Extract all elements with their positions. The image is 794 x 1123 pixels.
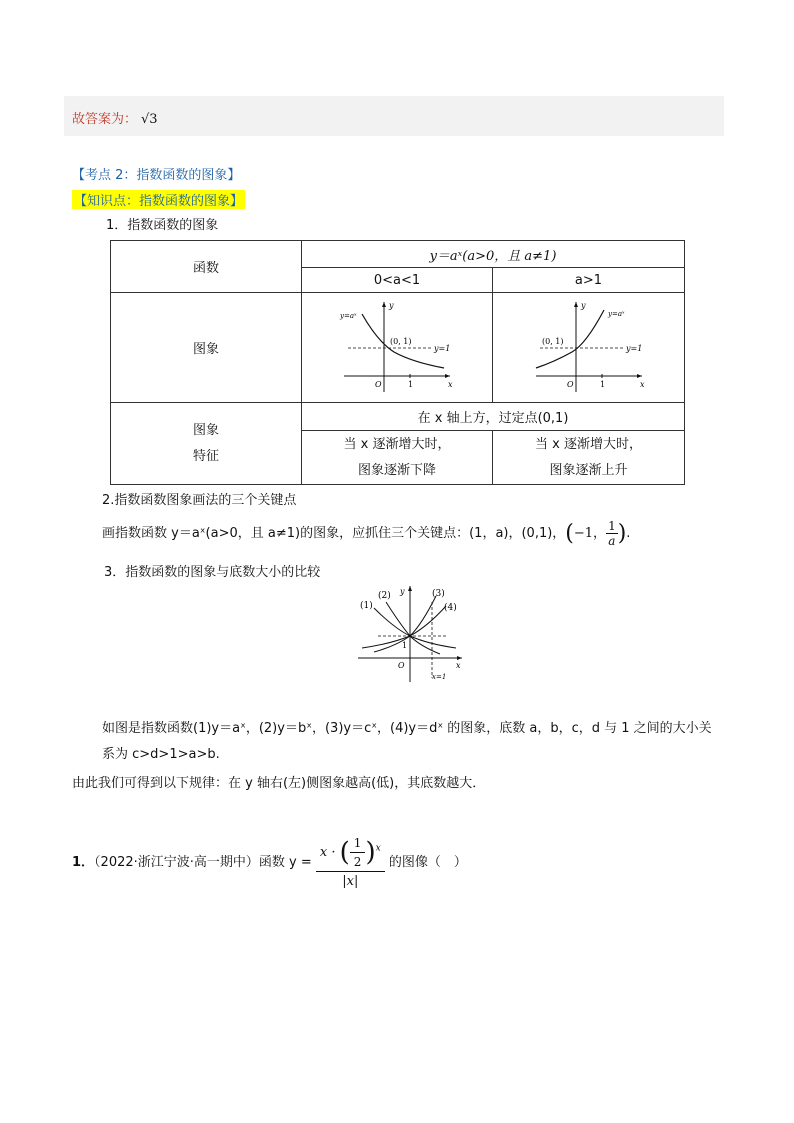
question-suffix: 的图像（ ） — [388, 855, 467, 870]
fraction-one-over-a: $\frac{1}{a}$ — [608, 519, 616, 548]
answer-line — [72, 108, 158, 127]
svg-text:(3): (3) — [432, 589, 445, 599]
svg-text:O: O — [375, 379, 382, 389]
svg-text:(1): (1) — [360, 601, 373, 611]
func-def-cell: y＝aˣ(a>0，且 a≠1) — [302, 241, 685, 268]
svg-text:(4): (4) — [444, 603, 457, 613]
heading-graph-of-exponential: 1．指数函数的图象 — [106, 218, 219, 233]
question-fraction: x · ( $\frac{1}{2}$ )$^x$ |x| — [316, 836, 385, 889]
svg-text:y=1: y=1 — [625, 343, 642, 353]
key-points-paragraph: 画指数函数 y＝aˣ(a>0，且 a≠1)的图象，应抓住三个关键点：(1，a)，(0,1)，(−1， $\frac{1}{a}$ ). — [102, 519, 631, 548]
svg-text:(0, 1): (0, 1) — [541, 336, 564, 346]
svg-text:1: 1 — [408, 379, 414, 389]
graph-label-cell: 图象 — [111, 293, 302, 403]
svg-text:O: O — [566, 379, 574, 389]
answer-box — [64, 96, 724, 136]
feature-increasing-cell: 当 x 逐渐增大时， 图象逐渐上升 — [493, 431, 685, 485]
svg-text:1: 1 — [599, 379, 605, 389]
svg-text:O: O — [398, 661, 405, 670]
heading-base-comparison: 3．指数函数的图象与底数大小的比较 — [104, 565, 321, 580]
feature-common-cell: 在 x 轴上方，过定点(0,1) — [302, 403, 685, 431]
svg-text:y: y — [389, 300, 394, 310]
svg-text:y: y — [580, 300, 586, 310]
question-1 — [72, 836, 467, 889]
case1-cell: 0<a<1 — [302, 268, 493, 293]
graph-increasing-cell — [493, 293, 685, 403]
svg-text:y=aˣ: y=aˣ — [607, 309, 624, 318]
graph-decreasing — [332, 296, 462, 396]
question-number: 1． — [72, 855, 95, 870]
exponential-function-table — [110, 240, 685, 485]
comparison-paragraph: 如图是指数函数(1)y＝aˣ，(2)y＝bˣ，(3)y＝cˣ，(4)y＝dˣ 的图象，底数 a，b，c，d 与 1 之间的大小关系为 c>d>1>a>b. — [102, 721, 712, 762]
case2-cell: a>1 — [493, 268, 685, 293]
svg-text:y=aˣ: y=aˣ — [340, 311, 357, 320]
answer-label: 故答案为： — [72, 112, 138, 127]
svg-text:x: x — [456, 661, 461, 670]
section-title: 【考点 2：指数函数的图象】 — [72, 168, 241, 183]
graph-decreasing-cell — [302, 293, 493, 403]
graph-increasing — [524, 296, 654, 396]
heading-key-points: 2.指数函数图象画法的三个关键点 — [102, 493, 297, 508]
svg-text:y: y — [400, 587, 405, 596]
svg-text:x: x — [448, 379, 453, 389]
answer-value: √3 — [141, 112, 158, 127]
svg-text:y=1: y=1 — [434, 343, 451, 353]
func-label-cell: 函数 — [111, 241, 302, 293]
feature-label-cell: 图象 特征 — [111, 403, 302, 485]
svg-text:x=1: x=1 — [432, 673, 447, 681]
svg-text:(0, 1): (0, 1) — [390, 336, 412, 346]
rule-paragraph: 由此我们可得到以下规律：在 y 轴右(左)侧图象越高(低)，其底数越大． — [72, 776, 486, 791]
svg-text:1: 1 — [402, 641, 408, 650]
knowledge-point-highlight: 【知识点：指数函数的图象】 — [72, 190, 245, 209]
feature-decreasing-cell: 当 x 逐渐增大时， 图象逐渐下降 — [302, 431, 493, 485]
question-source: （2022·浙江宁波·高一期中）函数 y = — [94, 855, 312, 870]
svg-text:x: x — [639, 379, 645, 389]
svg-text:(2): (2) — [378, 591, 391, 601]
base-comparison-figure — [352, 582, 472, 686]
